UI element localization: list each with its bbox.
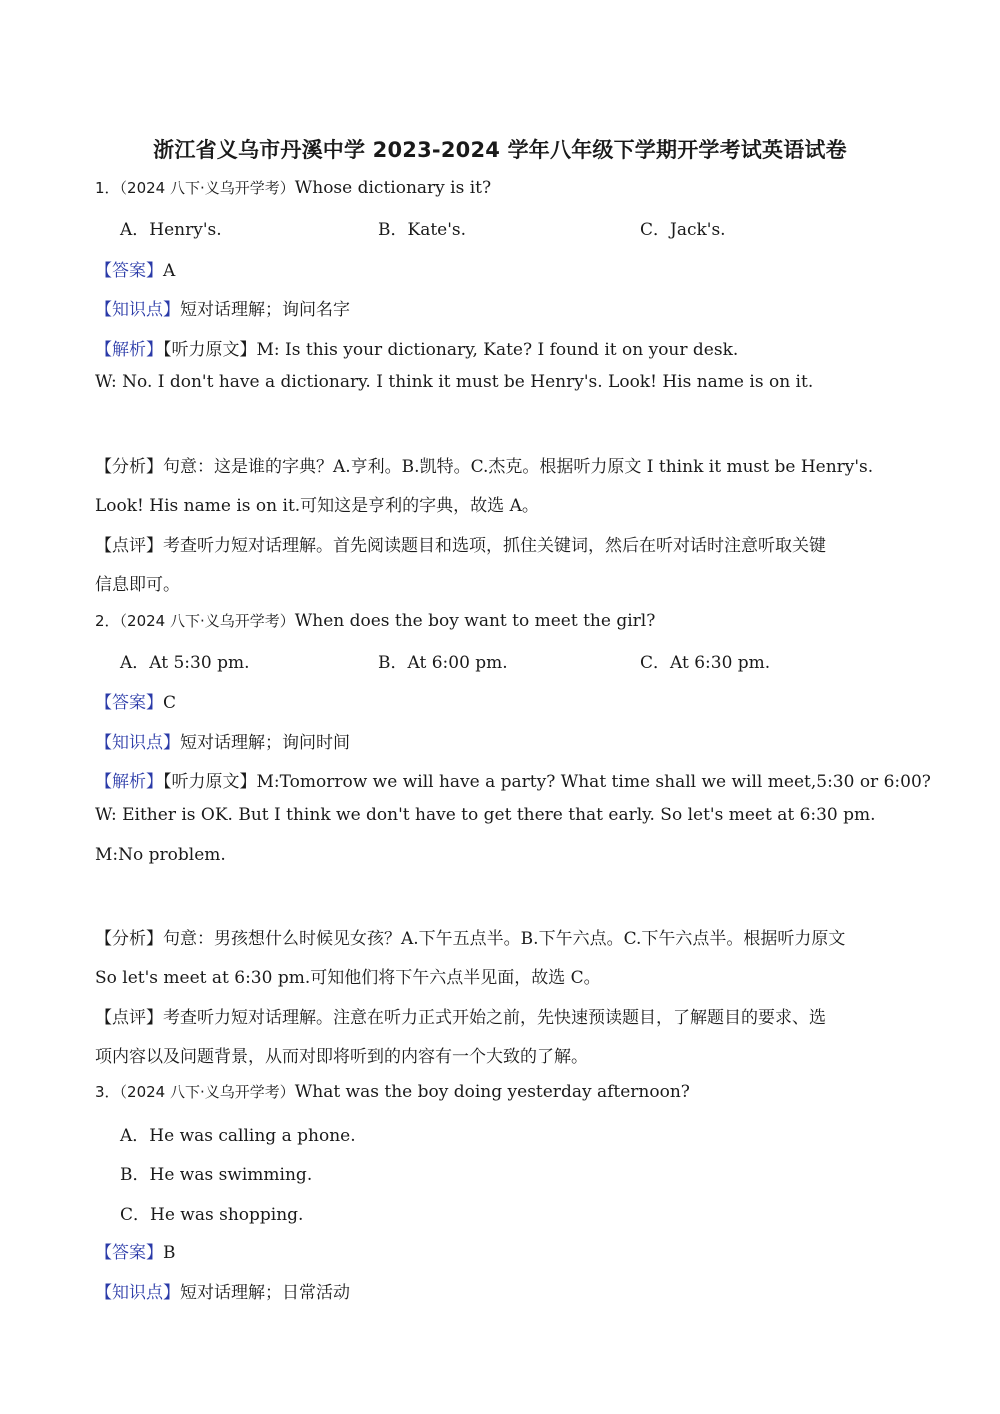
comment-line <box>95 1003 826 1028</box>
answer-tag: 【答案】 <box>95 261 163 281</box>
transcript-line: W: No. I don't have a dictionary. I think it must be Henry's. Look! His name is on it. <box>95 372 814 392</box>
transcript-tag: 【听力原文】 <box>163 340 257 360</box>
option-b: B．At 6:00 pm. <box>378 653 508 673</box>
analysis-line <box>95 452 873 477</box>
option-c: C．Jack's. <box>640 220 726 240</box>
answer-line <box>95 688 176 713</box>
knowledge-line <box>95 1278 350 1303</box>
option-c: C．He was shopping. <box>120 1205 304 1225</box>
question-number: 2． <box>95 612 120 630</box>
answer-value: A <box>163 261 176 281</box>
page-title: 浙江省义乌市丹溪中学 2023-2024 学年八年级下学期开学考试英语试卷 <box>153 138 847 162</box>
question-text: What was the boy doing yesterday afternoon? <box>294 1082 690 1102</box>
option-b: B．Kate's. <box>378 220 467 240</box>
knowledge-tag: 【知识点】 <box>95 300 180 320</box>
dianping-tag: 【点评】 <box>95 536 163 556</box>
answer-line <box>95 1238 176 1263</box>
comment-line: 项内容以及问题背景，从而对即将听到的内容有一个大致的了解。 <box>95 1047 588 1067</box>
transcript-line: W: Either is OK. But I think we don't have to get there that early. So let's meet at 6:30 pm. <box>95 805 876 825</box>
analysis-tag: 【解析】 <box>95 772 163 792</box>
knowledge-text: 短对话理解；询问名字 <box>180 300 350 320</box>
question-text: Whose dictionary is it? <box>294 178 492 198</box>
answer-tag: 【答案】 <box>95 693 163 713</box>
question-number: 3． <box>95 1083 120 1101</box>
analysis-text: 句意：这是谁的字典？A.亨利。B.凯特。C.杰克。根据听力原文 I think it must be Henry's. <box>163 457 874 477</box>
analysis-text: 句意：男孩想什么时候见女孩？A.下午五点半。B.下午六点。C.下午六点半。根据听力原文 <box>163 929 846 949</box>
question-source: （2024 八下·义乌开学考） <box>119 179 295 197</box>
option-b: B．He was swimming. <box>120 1165 313 1185</box>
question-source: （2024 八下·义乌开学考） <box>119 612 295 630</box>
dianping-tag: 【点评】 <box>95 1008 163 1028</box>
knowledge-text: 短对话理解；询问时间 <box>180 733 350 753</box>
transcript-line <box>95 335 738 360</box>
transcript-line: M:No problem. <box>95 845 226 865</box>
answer-value: C <box>163 693 177 713</box>
comment-text: 考查听力短对话理解。首先阅读题目和选项，抓住关键词，然后在听对话时注意听取关键 <box>163 536 826 556</box>
option-a: A．At 5:30 pm. <box>120 653 250 673</box>
option-a: A．He was calling a phone. <box>120 1126 356 1146</box>
knowledge-line <box>95 295 350 320</box>
transcript-text: M: Is this your dictionary, Kate? I found it on your desk. <box>256 340 739 360</box>
question-3 <box>95 1081 690 1102</box>
transcript-tag: 【听力原文】 <box>163 772 257 792</box>
fenxi-tag: 【分析】 <box>95 457 163 477</box>
knowledge-tag: 【知识点】 <box>95 1283 180 1303</box>
comment-line <box>95 531 826 556</box>
analysis-tag: 【解析】 <box>95 340 163 360</box>
question-source: （2024 八下·义乌开学考） <box>119 1083 295 1101</box>
knowledge-line <box>95 728 350 753</box>
knowledge-text: 短对话理解；日常活动 <box>180 1283 350 1303</box>
transcript-text: M:Tomorrow we will have a party? What time shall we will meet,5:30 or 6:00? <box>256 772 931 792</box>
question-number: 1． <box>95 179 120 197</box>
question-text: When does the boy want to meet the girl? <box>294 611 656 631</box>
question-1 <box>95 177 491 198</box>
fenxi-tag: 【分析】 <box>95 929 163 949</box>
transcript-line <box>95 767 931 792</box>
comment-text: 考查听力短对话理解。注意在听力正式开始之前，先快速预读题目，了解题目的要求、选 <box>163 1008 826 1028</box>
answer-value: B <box>163 1243 176 1263</box>
option-c: C．At 6:30 pm. <box>640 653 771 673</box>
answer-tag: 【答案】 <box>95 1243 163 1263</box>
comment-line: 信息即可。 <box>95 575 180 595</box>
option-a: A．Henry's. <box>120 220 222 240</box>
analysis-line: So let's meet at 6:30 pm.可知他们将下午六点半见面，故选 C。 <box>95 968 601 988</box>
knowledge-tag: 【知识点】 <box>95 733 180 753</box>
analysis-line: Look! His name is on it.可知这是亨利的字典，故选 A。 <box>95 496 539 516</box>
analysis-line <box>95 924 845 949</box>
answer-line <box>95 256 175 281</box>
question-2 <box>95 610 655 631</box>
